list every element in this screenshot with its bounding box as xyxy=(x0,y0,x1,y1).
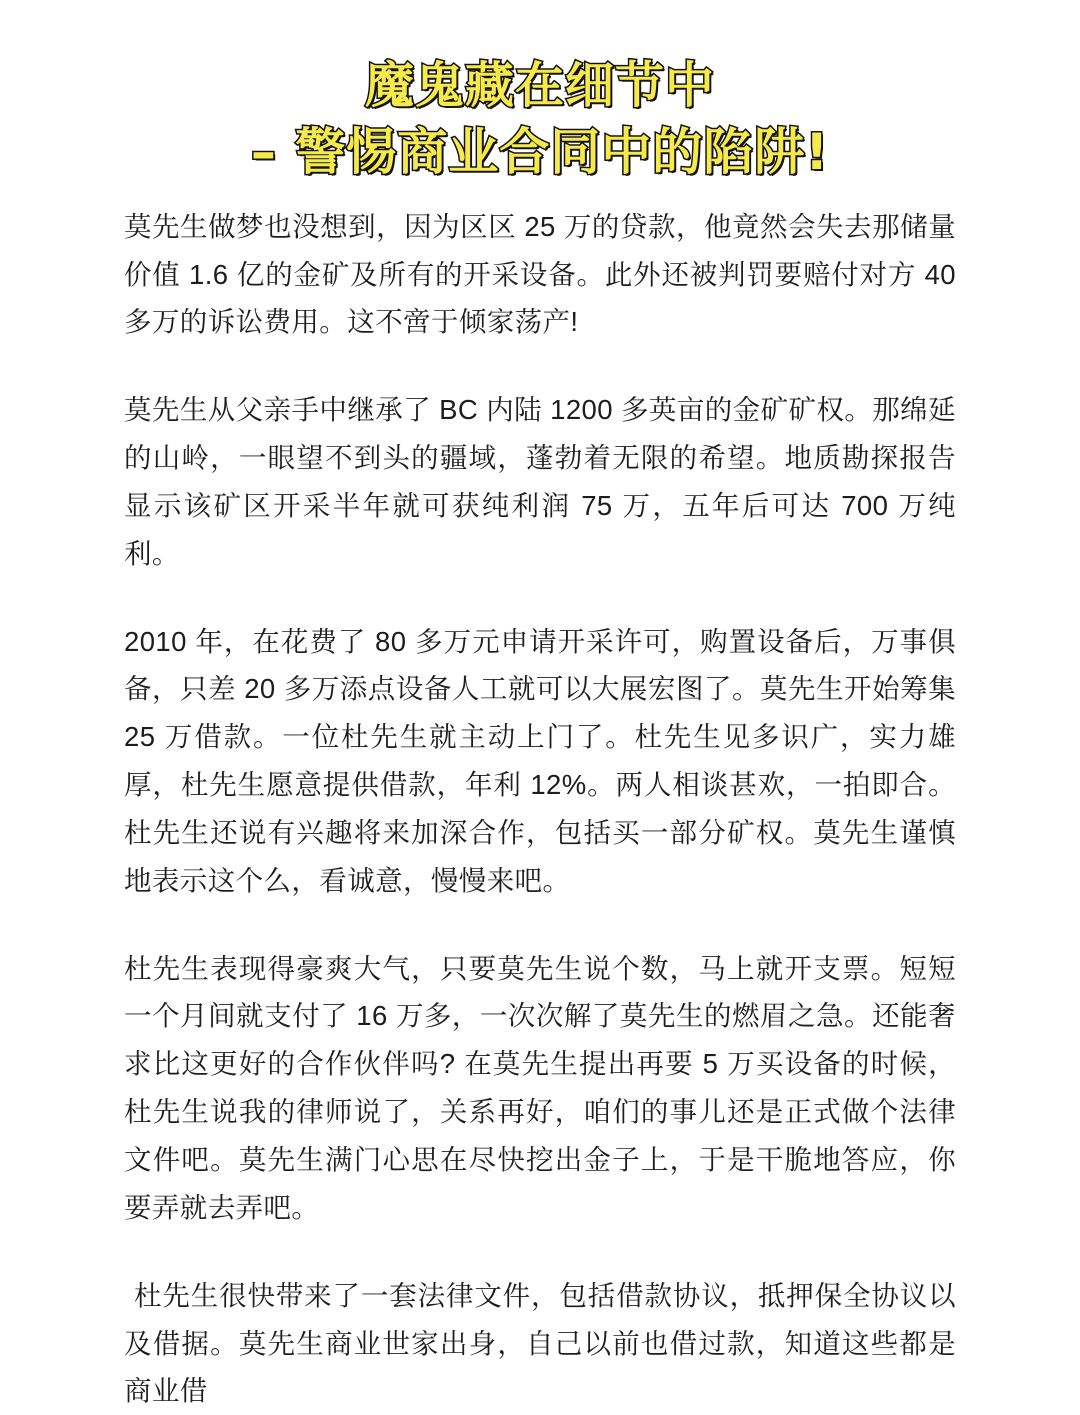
title-line-1: 魔鬼藏在细节中 xyxy=(364,57,715,114)
page-title xyxy=(124,54,956,185)
paragraph: 2010 年，在花费了 80 多万元申请开采许可，购置设备后，万事俱备，只差 20 多万添点设备人工就可以大展宏图了。莫先生开始筹集 25 万借款。一位杜先生就主动上门了。杜先生见多识广，实力雄厚，杜先生愿意提供借款，年利 12%。两人相谈甚欢，一拍即合。杜先生还说有兴趣将来加深合作，包括买一部分矿权。莫先生谨慎地表示这个么，看诚意，慢慢来吧。 xyxy=(124,625,956,896)
article-body xyxy=(124,203,956,1415)
title-line-2: – 警惕商业合同中的陷阱! xyxy=(250,122,830,181)
paragraph: 莫先生做梦也没想到，因为区区 25 万的贷款，他竟然会失去那储量价值 1.6 亿的金矿及所有的开采设备。此外还被判罚要赔付对方 40 多万的诉讼费用。这不啻于倾家荡产! xyxy=(124,210,956,338)
paragraph: 莫先生从父亲手中继承了 BC 内陆 1200 多英亩的金矿矿权。那绵延的山岭，一眼望不到头的疆域，蓬勃着无限的希望。地质勘探报告显示该矿区开采半年就可获纯利润 75 万，五年后可达 700 万纯利。 xyxy=(124,394,956,569)
paragraph: 杜先生很快带来了一套法律文件，包括借款协议，抵押保全协议以及借据。莫先生商业世家出身，自己以前也借过款，知道这些都是商业借 xyxy=(124,1279,956,1407)
paragraph: 杜先生表现得豪爽大气，只要莫先生说个数，马上就开支票。短短一个月间就支付了 16 万多，一次次解了莫先生的燃眉之急。还能奢求比这更好的合作伙伴吗? 在莫先生提出再要 5 万买设备的时候，杜先生说我的律师说了，关系再好，咱们的事儿还是正式做个法律文件吧。莫先生满门心思在尽快挖出金子上，于是干脆地答应，你要弄就去弄吧。 xyxy=(124,952,956,1223)
